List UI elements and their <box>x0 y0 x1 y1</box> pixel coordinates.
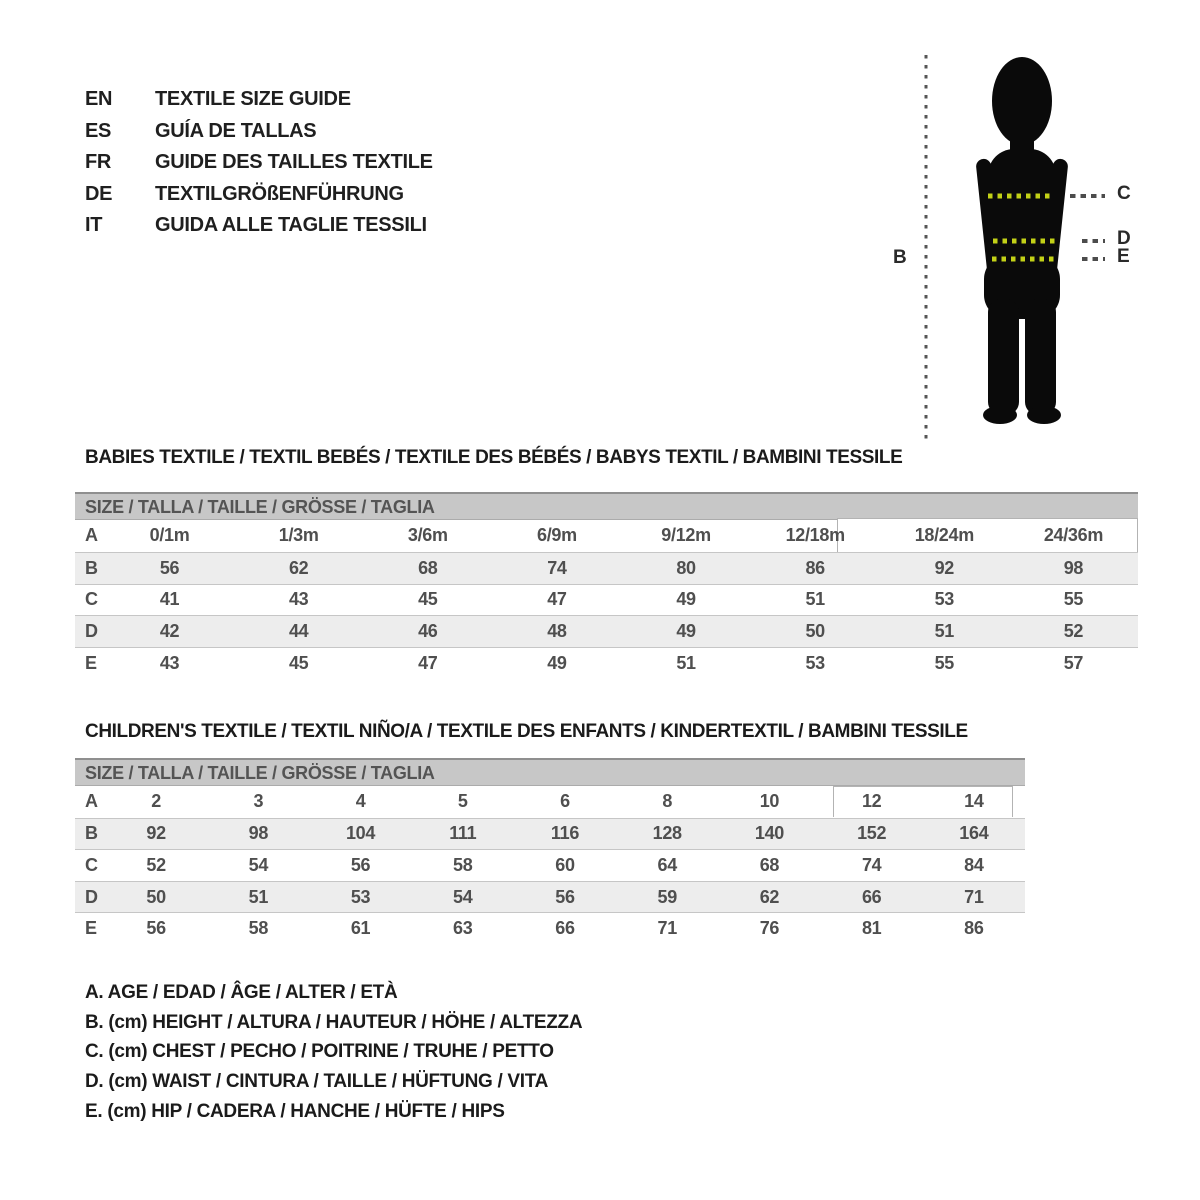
table-row <box>75 786 1025 818</box>
children-section-title: CHILDREN'S TEXTILE / TEXTIL NIÑO/A / TEXTILE DES ENFANTS / KINDERTEXTIL / BAMBINI TESSILE <box>85 721 968 742</box>
table-cell: 44 <box>288 621 309 642</box>
table-cell: 92 <box>934 557 955 578</box>
hip-label: E <box>1117 246 1130 267</box>
table-cell: 47 <box>418 653 438 674</box>
table-cell: 1/3m <box>278 525 319 546</box>
language-row <box>85 84 433 116</box>
table-row <box>75 584 1138 616</box>
table-cell: 68 <box>759 854 780 875</box>
table-cell: 140 <box>754 823 784 844</box>
table-cell: 76 <box>759 918 780 939</box>
row-label: A <box>85 525 98 546</box>
legend-line-age: A. AGE / EDAD / ÂGE / ALTER / ETÀ <box>85 981 398 1003</box>
row-label: D <box>85 621 98 642</box>
table-cell: 86 <box>805 557 825 578</box>
table-cell: 64 <box>657 854 677 875</box>
table-cell: 53 <box>805 653 825 674</box>
table-cell: 152 <box>857 823 887 844</box>
table-cell: 18/24m <box>914 525 974 546</box>
table-cell: 71 <box>964 886 984 907</box>
table-cell: 86 <box>964 918 984 939</box>
table-cell: 3/6m <box>407 525 448 546</box>
legend-line-chest: C. (cm) CHEST / PECHO / POITRINE / TRUHE / PETTO <box>85 1041 554 1063</box>
table-cell: 62 <box>759 886 780 907</box>
language-title: GUIDE DES TAILLES TEXTILE <box>155 151 433 174</box>
babies-section-title: BABIES TEXTILE / TEXTIL BEBÉS / TEXTILE DES BÉBÉS / BABYS TEXTIL / BAMBINI TESSILE <box>85 447 903 468</box>
table-cell: 54 <box>248 854 269 875</box>
table-cell: 48 <box>547 621 567 642</box>
babies-size-table <box>75 492 1138 679</box>
table-cell: 58 <box>453 854 473 875</box>
row-label: B <box>85 823 98 844</box>
children-table-rows <box>75 786 1025 944</box>
table-cell: 3 <box>253 791 264 812</box>
table-row <box>75 552 1138 584</box>
table-cell: 12 <box>861 791 882 812</box>
table-row <box>75 520 1138 552</box>
table-cell: 53 <box>934 589 955 610</box>
table-cell: 52 <box>1063 621 1084 642</box>
table-cell: 56 <box>159 557 180 578</box>
language-code: FR <box>85 151 112 174</box>
babies-table-rows <box>75 520 1138 679</box>
row-label: E <box>85 653 97 674</box>
table-cell: 62 <box>288 557 309 578</box>
table-cell: 10 <box>759 791 780 812</box>
table-cell: 5 <box>457 791 468 812</box>
table-row <box>75 647 1138 679</box>
table-cell: 71 <box>657 918 677 939</box>
table-row <box>75 912 1025 944</box>
table-cell: 128 <box>652 823 682 844</box>
table-cell: 6/9m <box>537 525 577 546</box>
table-cell: 98 <box>248 823 269 844</box>
language-code: EN <box>85 88 113 111</box>
table-cell: 49 <box>676 621 696 642</box>
table-cell: 45 <box>418 589 438 610</box>
table-cell: 53 <box>350 886 371 907</box>
table-cell: 41 <box>159 589 180 610</box>
language-title: TEXTILE SIZE GUIDE <box>155 88 351 111</box>
table-cell: 54 <box>453 886 473 907</box>
table-cell: 43 <box>159 653 180 674</box>
table-cell: 4 <box>355 791 366 812</box>
language-row <box>85 147 433 179</box>
row-label: C <box>85 589 98 610</box>
table-cell: 66 <box>555 918 575 939</box>
table-cell: 104 <box>345 823 376 844</box>
table-cell: 50 <box>805 621 825 642</box>
table-cell: 74 <box>547 557 567 578</box>
language-title: GUÍA DE TALLAS <box>155 119 317 142</box>
legend-line-height: B. (cm) HEIGHT / ALTURA / HAUTEUR / HÖHE / ALTEZZA <box>85 1011 583 1033</box>
table-cell: 9/12m <box>661 525 711 546</box>
table-cell: 98 <box>1063 557 1084 578</box>
table-cell: 116 <box>550 823 580 844</box>
table-cell: 45 <box>288 653 309 674</box>
table-cell: 81 <box>861 918 882 939</box>
table-cell: 58 <box>248 918 269 939</box>
table-cell: 24/36m <box>1043 525 1104 546</box>
language-row <box>85 116 433 148</box>
size-table-header: SIZE / TALLA / TAILLE / GRÖSSE / TAGLIA <box>75 758 1025 786</box>
legend-line-hip: E. (cm) HIP / CADERA / HANCHE / HÜFTE / HIPS <box>85 1100 505 1122</box>
table-cell: 56 <box>555 886 575 907</box>
waist-label: D <box>1117 228 1131 249</box>
table-cell: 50 <box>146 886 166 907</box>
row-label: D <box>85 886 98 907</box>
table-cell: 66 <box>861 886 882 907</box>
table-cell: 74 <box>861 854 882 875</box>
table-cell: 51 <box>805 589 825 610</box>
size-table-header: SIZE / TALLA / TAILLE / GRÖSSE / TAGLIA <box>75 492 1138 520</box>
table-cell: 57 <box>1063 653 1084 674</box>
table-row <box>75 615 1138 647</box>
language-row <box>85 179 433 211</box>
table-cell: 0/1m <box>149 525 190 546</box>
table-cell: 92 <box>146 823 166 844</box>
table-cell: 47 <box>547 589 567 610</box>
language-list <box>85 84 433 242</box>
table-cell: 164 <box>959 823 989 844</box>
table-cell: 111 <box>449 823 477 844</box>
table-cell: 6 <box>560 791 570 812</box>
table-cell: 59 <box>657 886 677 907</box>
table-cell: 2 <box>151 791 161 812</box>
chest-label: C <box>1117 183 1131 204</box>
row-label: A <box>85 791 98 812</box>
table-cell: 12/18m <box>785 525 845 546</box>
table-cell: 51 <box>934 621 955 642</box>
legend-line-waist: D. (cm) WAIST / CINTURA / TAILLE / HÜFTUNG / VITA <box>85 1070 549 1092</box>
table-row <box>75 849 1025 881</box>
table-cell: 55 <box>934 653 955 674</box>
table-cell: 84 <box>964 854 984 875</box>
table-cell: 80 <box>676 557 696 578</box>
row-label: E <box>85 918 97 939</box>
table-row <box>75 881 1025 913</box>
table-cell: 60 <box>555 854 575 875</box>
table-cell: 42 <box>159 621 180 642</box>
language-row <box>85 210 433 242</box>
row-label: C <box>85 854 98 875</box>
table-cell: 46 <box>418 621 438 642</box>
table-cell: 52 <box>146 854 166 875</box>
table-cell: 51 <box>676 653 696 674</box>
table-cell: 55 <box>1063 589 1084 610</box>
language-title: GUIDA ALLE TAGLIE TESSILI <box>155 214 427 237</box>
row-label: B <box>85 557 98 578</box>
table-cell: 8 <box>662 791 673 812</box>
table-cell: 68 <box>418 557 438 578</box>
table-cell: 49 <box>547 653 567 674</box>
table-cell: 61 <box>350 918 371 939</box>
table-cell: 49 <box>676 589 696 610</box>
children-size-table <box>75 758 1025 944</box>
language-title: TEXTILGRÖßENFÜHRUNG <box>155 182 404 205</box>
language-code: IT <box>85 214 103 237</box>
language-code: DE <box>85 182 113 205</box>
measurement-legend <box>85 978 582 1126</box>
table-cell: 63 <box>453 918 473 939</box>
language-code: ES <box>85 119 112 142</box>
table-row <box>75 818 1025 850</box>
height-label: B <box>893 247 907 268</box>
table-cell: 43 <box>288 589 309 610</box>
table-cell: 56 <box>350 854 371 875</box>
table-cell: 14 <box>964 791 984 812</box>
table-cell: 51 <box>248 886 269 907</box>
table-cell: 56 <box>146 918 166 939</box>
